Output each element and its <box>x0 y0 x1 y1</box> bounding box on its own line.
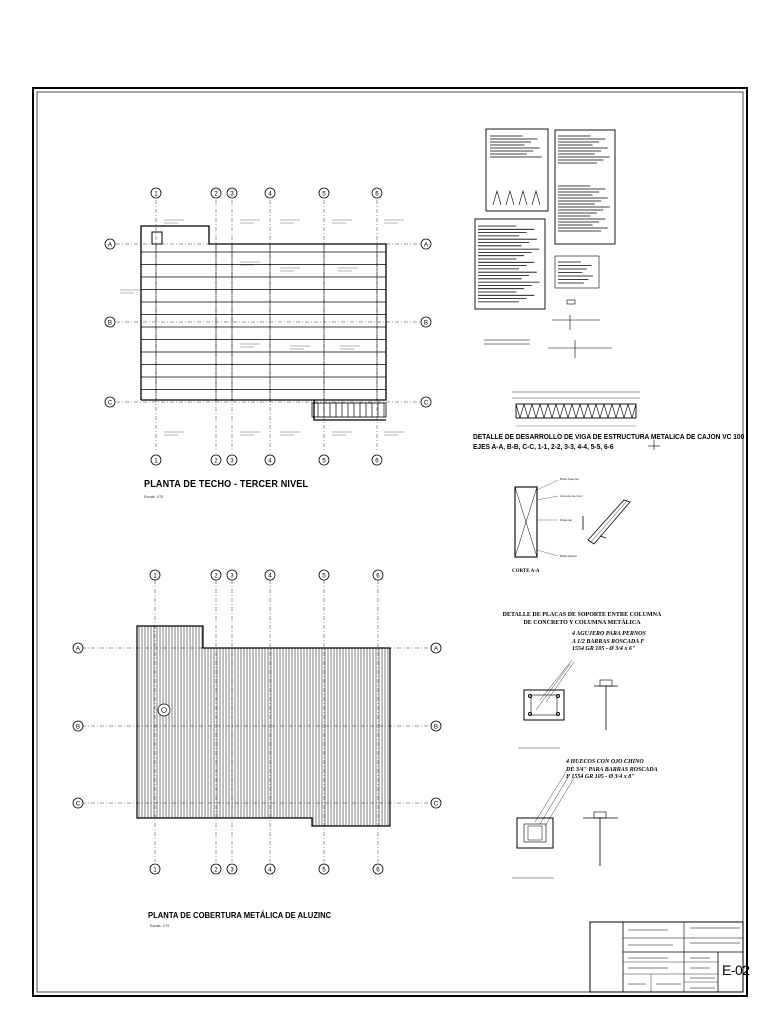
cover-axis-right-B <box>431 721 441 731</box>
svg-text:B: B <box>423 319 429 327</box>
roof-axis-right-A <box>421 239 431 249</box>
cover-axis-top-6 <box>373 570 383 580</box>
cover-axis-left-C <box>73 798 83 808</box>
outer-border <box>33 88 747 996</box>
svg-text:5: 5 <box>322 190 326 198</box>
inner-border <box>37 92 743 992</box>
cover-axis-top-2 <box>211 570 221 580</box>
sheet-number: E-02 <box>722 962 750 978</box>
beam-detail-title <box>473 432 744 452</box>
roof-axis-bottom-4 <box>265 455 275 465</box>
svg-text:2: 2 <box>214 457 218 465</box>
cover-axis-bottom-3 <box>227 864 237 874</box>
cover-axis-bottom-1 <box>150 864 160 874</box>
svg-text:4: 4 <box>268 457 272 465</box>
plates-title-line2: DE CONCRETO Y COLUMNA METÁLICA <box>523 620 641 626</box>
svg-text:C: C <box>423 399 429 407</box>
svg-text:B: B <box>107 319 113 327</box>
plates-note-1-line1: 4 AGUJERO PARA PERNOS <box>572 631 646 637</box>
svg-text:A: A <box>433 645 439 653</box>
svg-text:B: B <box>433 723 439 731</box>
svg-text:4: 4 <box>268 866 272 874</box>
roof-plan-title: PLANTA DE TECHO - TERCER NIVEL <box>144 478 309 490</box>
section-label-diagonal: Diagonal <box>560 518 572 522</box>
svg-text:2: 2 <box>214 190 218 198</box>
svg-text:A: A <box>423 241 429 249</box>
cover-plan <box>82 580 432 862</box>
svg-text:C: C <box>433 800 439 808</box>
svg-text:A: A <box>107 241 113 249</box>
cover-axis-bottom-6 <box>373 864 383 874</box>
cover-axis-bubbles <box>73 570 441 874</box>
roof-axis-top-3 <box>227 188 237 198</box>
svg-text:A: A <box>75 645 81 653</box>
svg-text:4: 4 <box>268 572 272 580</box>
beam-detail-axes: EJES A-A, B-B, C-C, 1-1, 2-2, 3-3, 4-4, 5-5, 6-6 <box>473 442 614 451</box>
roof-axis-bottom-1 <box>151 455 161 465</box>
section-label-bottom-chord: Brida inferior <box>560 554 578 558</box>
cover-axis-left-B <box>73 721 83 731</box>
cover-axis-bottom-2 <box>211 864 221 874</box>
roof-axis-left-C <box>105 397 115 407</box>
cover-axis-top-3 <box>227 570 237 580</box>
plates-note-2 <box>566 759 658 782</box>
roof-axis-left-B <box>105 317 115 327</box>
plate-detail-2 <box>512 772 618 878</box>
svg-text:5: 5 <box>322 457 326 465</box>
cover-axis-right-C <box>431 798 441 808</box>
cover-axis-top-4 <box>265 570 275 580</box>
svg-text:1: 1 <box>154 457 158 465</box>
roof-plan <box>116 200 420 450</box>
roof-axis-bottom-6 <box>372 455 382 465</box>
svg-text:3: 3 <box>230 866 234 874</box>
svg-text:1: 1 <box>153 866 157 874</box>
plates-note-2-line2: DE 3/4" PARA BARRAS ROSCADA <box>566 766 658 773</box>
plates-note-1-line3: 1554 GR 105 - Ø 3/4 x 6" <box>572 646 636 652</box>
roof-axis-top-6 <box>372 188 382 198</box>
roof-axis-left-A <box>105 239 115 249</box>
svg-text:4: 4 <box>268 190 272 198</box>
plates-note-1-line2: A 1/2 BARRAS ROSCADA F <box>572 638 645 645</box>
section-label-bracing: Arriostre de Cruz <box>560 494 583 498</box>
beam-detail-title-text: DETALLE DE DESARROLLO DE VIGA DE ESTRUCTURA METALICA DE CAJON VC 100 <box>473 432 745 441</box>
cover-axis-bottom-4 <box>265 864 275 874</box>
cover-plan-title: PLANTA DE COBERTURA METÁLICA DE ALUZINC <box>148 910 332 920</box>
plate-detail-1 <box>518 660 618 748</box>
svg-text:C: C <box>75 800 81 808</box>
svg-text:6: 6 <box>376 866 380 874</box>
svg-text:6: 6 <box>375 190 379 198</box>
roof-axis-right-C <box>421 397 431 407</box>
svg-text:1: 1 <box>153 572 157 580</box>
section-label-top-chord: Brida Superior <box>560 477 580 481</box>
roof-axis-bottom-2 <box>211 455 221 465</box>
svg-text:B: B <box>75 723 81 731</box>
title-block <box>590 922 743 992</box>
roof-axis-top-2 <box>211 188 221 198</box>
svg-text:3: 3 <box>230 457 234 465</box>
svg-text:5: 5 <box>322 572 326 580</box>
cover-axis-left-A <box>73 643 83 653</box>
cover-axis-right-A <box>431 643 441 653</box>
roof-axis-right-B <box>421 317 431 327</box>
detail-notes-block <box>475 129 615 309</box>
plates-note-2-line3: F 1554 GR 105 - Ø 3/4 x 8" <box>566 774 635 780</box>
svg-text:3: 3 <box>230 572 234 580</box>
roof-axis-top-1 <box>151 188 161 198</box>
roof-plan-scale: Escala: 1/75 <box>144 495 164 499</box>
roof-axis-top-4 <box>265 188 275 198</box>
roof-axis-top-5 <box>319 188 329 198</box>
svg-text:3: 3 <box>230 190 234 198</box>
section-aa <box>515 480 630 557</box>
svg-text:1: 1 <box>154 190 158 198</box>
svg-text:6: 6 <box>375 457 379 465</box>
svg-text:6: 6 <box>376 572 380 580</box>
cover-axis-top-1 <box>150 570 160 580</box>
svg-text:2: 2 <box>214 866 218 874</box>
plates-title-line1: DETALLE DE PLACAS DE SOPORTE ENTRE COLUMNA <box>502 612 662 618</box>
cover-plan-scale: Escala: 1/75 <box>150 924 170 928</box>
svg-text:5: 5 <box>322 866 326 874</box>
svg-text:2: 2 <box>214 572 218 580</box>
roof-axis-bubbles <box>105 188 431 465</box>
plates-note-1 <box>572 631 646 654</box>
section-title: CORTE A-A <box>512 569 540 574</box>
plates-note-2-line1: 4 HUECOS CON OJO CHINO <box>566 759 644 765</box>
cover-axis-bottom-5 <box>319 864 329 874</box>
cover-axis-top-5 <box>319 570 329 580</box>
plates-detail-title <box>502 611 662 627</box>
svg-text:C: C <box>107 399 113 407</box>
roof-axis-bottom-5 <box>319 455 329 465</box>
roof-axis-bottom-3 <box>227 455 237 465</box>
